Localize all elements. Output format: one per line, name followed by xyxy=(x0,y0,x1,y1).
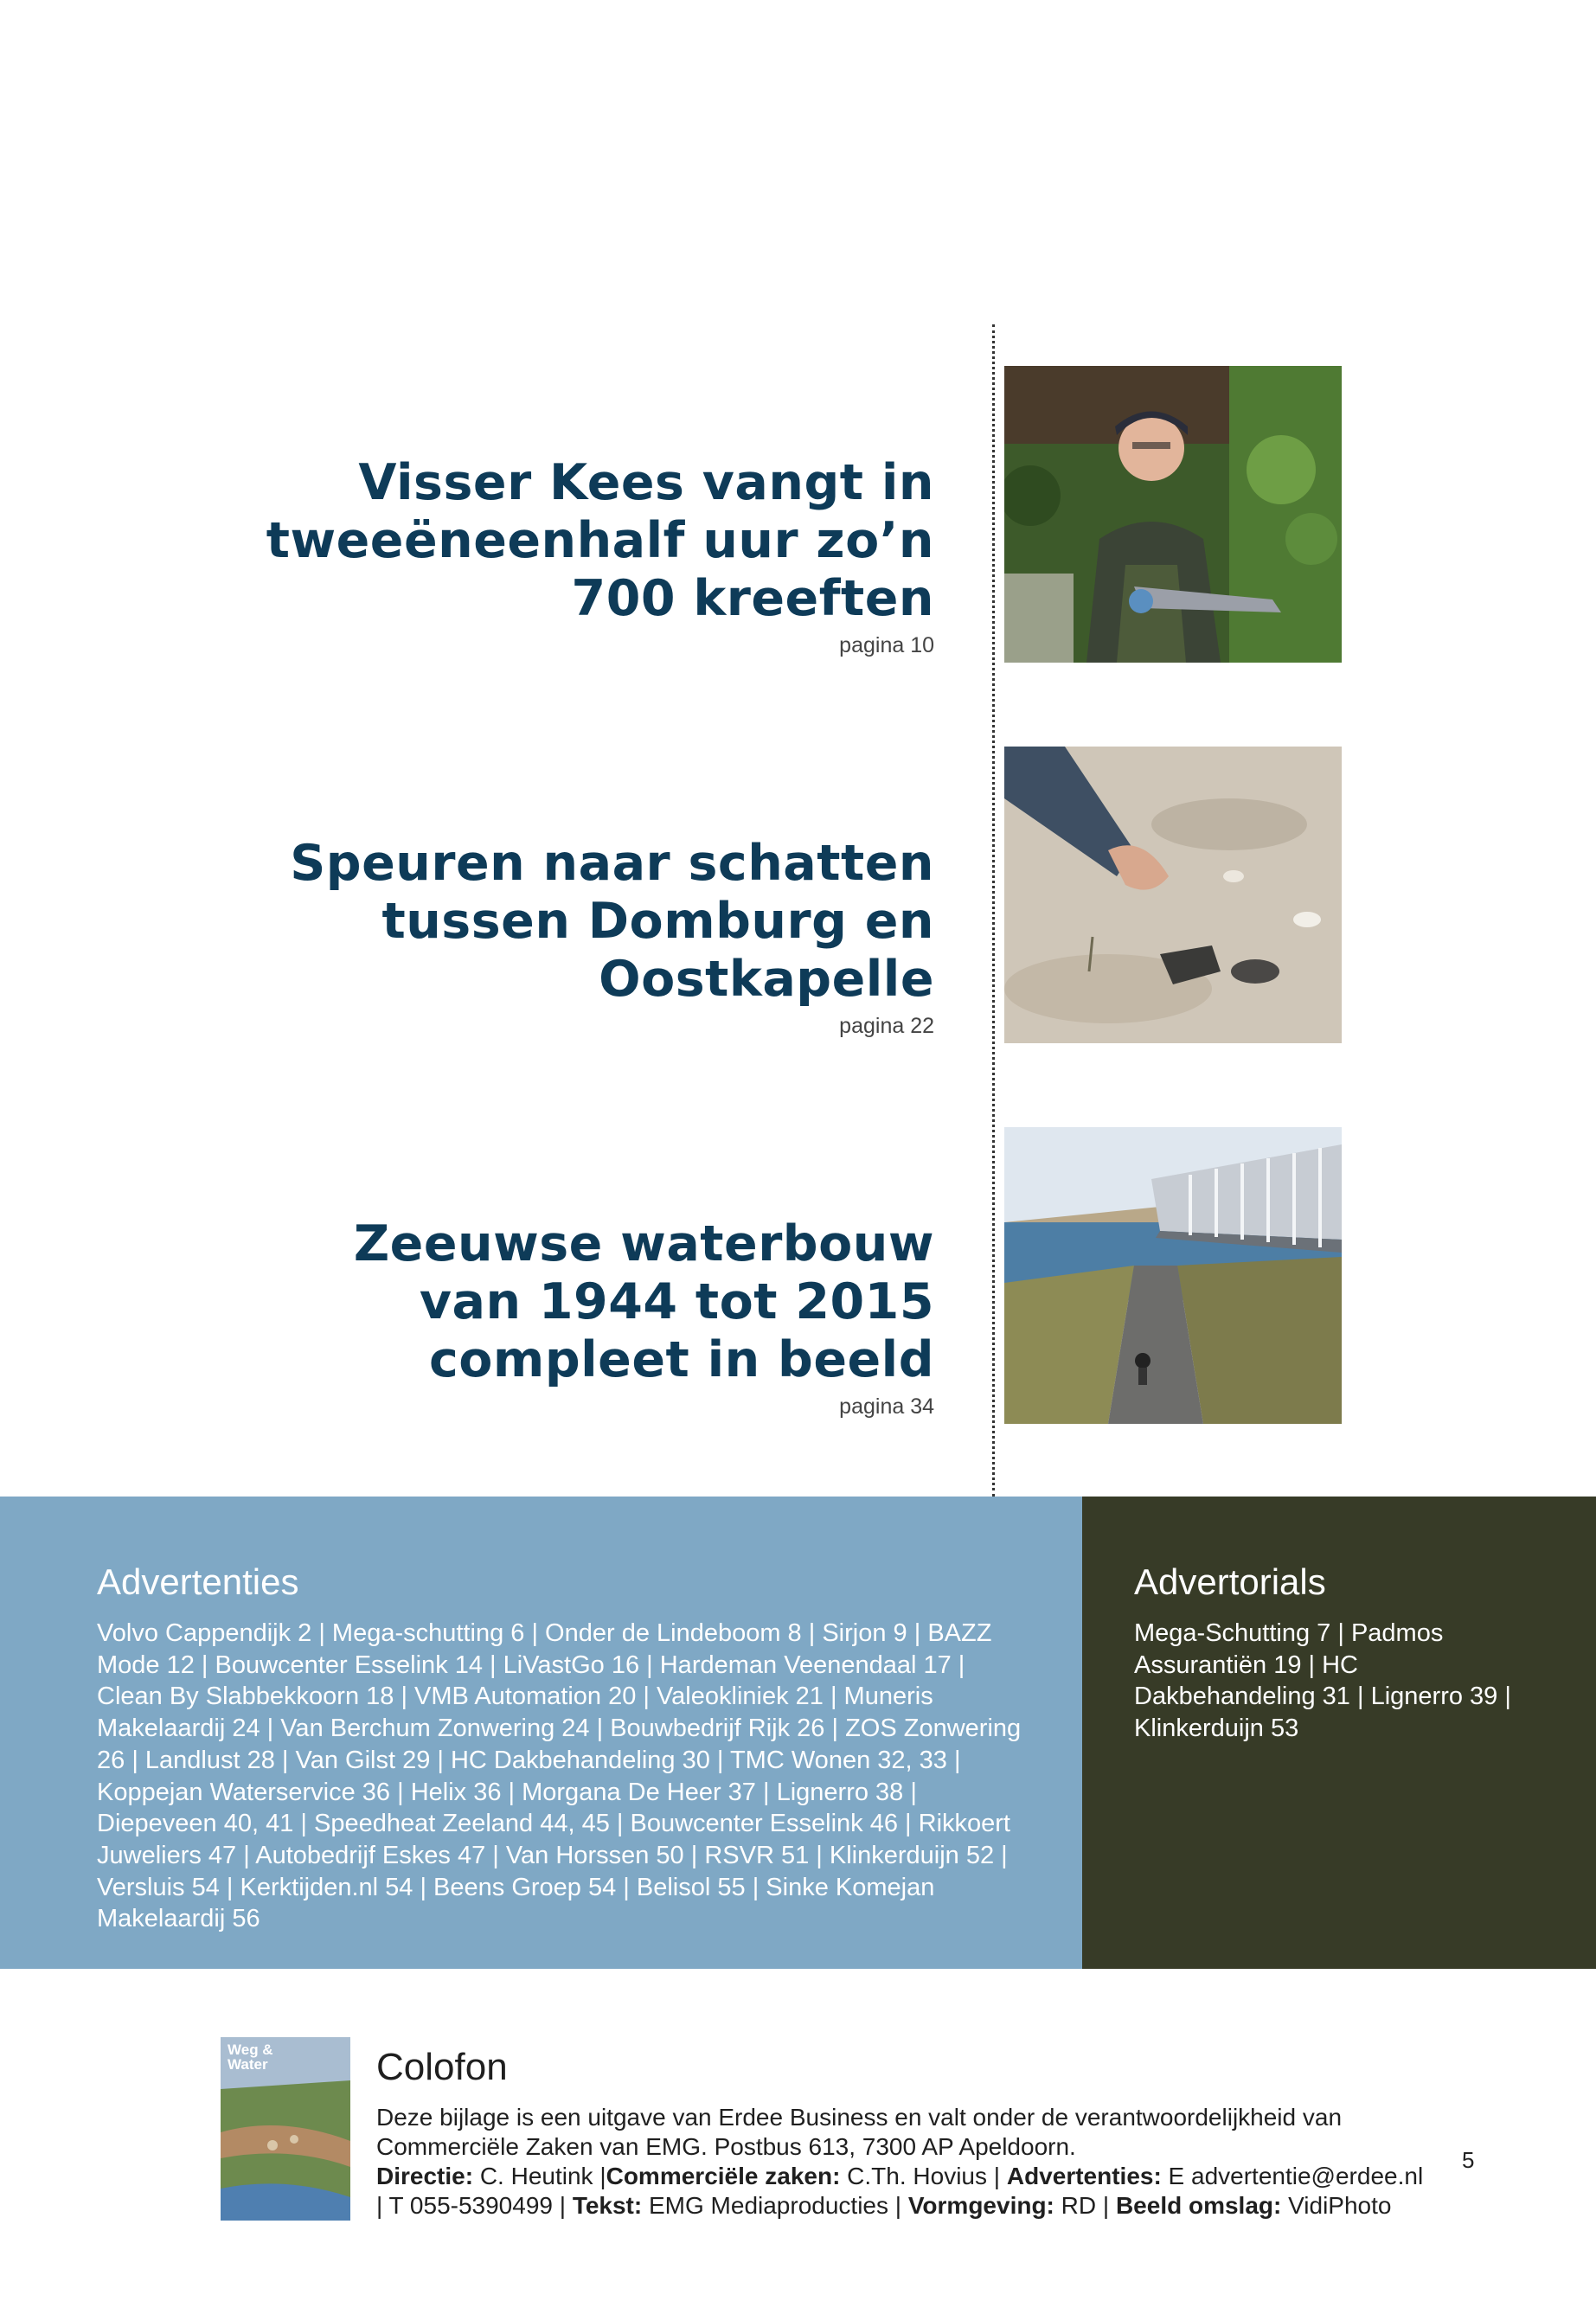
vormgeving-label: Vormgeving: xyxy=(907,2192,1054,2219)
directie-label: Directie: xyxy=(376,2163,474,2189)
title-line: compleet in beeld xyxy=(428,1331,934,1388)
commercieel-label: Commerciële zaken: xyxy=(606,2163,841,2189)
storm-surge-barrier-photo xyxy=(1004,1127,1342,1424)
commercieel-value: C.Th. Hovius | xyxy=(840,2163,1007,2189)
advertorials-heading: Advertorials xyxy=(1134,1561,1326,1602)
advertenties-list: Volvo Cappendijk 2 | Mega-schutting 6 | Onder de Lindeboom 8 | Sirjon 9 | BAZZ Mode 12 | Bouwcenter Esselink 14 | LiVastGo 16 | Hardeman Veenendaal 17 | Clean By Slabbekkoorn 18 | VMB Automation 20 | Valeokliniek 21 | Muneris Makelaardij 24 | Van Berchum Zonwering 24 | Bouwbedrijf Rijk 26 | ZOS Zonwering 26 | Landlust 28 | Van Gilst 29 | HC Dakbehandeling 30 | TMC Wonen 32, 33 | Koppejan Waterservice 36 | Helix 36 | Morgana De Heer 37 | Lignerro 38 | Diepeveen 40, 41 | Speedheat Zeeland 44, 45 | Bouwcenter Esselink 46 | Rikkoert Juweliers 47 | Autobedrijf Eskes 47 | Van Horssen 50 | RSVR 51 | Klinkerduijn 52 | Versluis 54 | Kerktijden.nl 54 | Beens Groep 54 | Belisol 55 | Sinke Komejan Makelaardij 56 xyxy=(97,1619,1022,1933)
title-line: tweeëneenhalf uur zo’n xyxy=(266,512,934,569)
cover-title: Weg & Water xyxy=(228,2041,273,2073)
beeld-value: VidiPhoto xyxy=(1281,2192,1392,2219)
tekst-value: EMG Mediaproducties | xyxy=(642,2192,908,2219)
article-kees[interactable] xyxy=(260,454,934,658)
title-line: Zeeuwse waterbouw xyxy=(353,1215,934,1272)
article-title[interactable] xyxy=(260,835,934,1009)
title-line: Speuren naar schatten xyxy=(290,835,934,892)
cover-thumbnail xyxy=(221,2037,350,2221)
fisherman-photo xyxy=(1004,366,1342,663)
advertenties-value: E advertentie@erdee.nl | T 055-5390499 | xyxy=(376,2163,1424,2219)
colofon-heading: Colofon xyxy=(376,2046,508,2088)
beeld-label: Beeld omslag: xyxy=(1115,2192,1282,2219)
vormgeving-value: RD | xyxy=(1054,2192,1116,2219)
colofon-intro: Deze bijlage is een uitgave van Erdee Business en valt onder de verantwoordelijkheid van Commerciële Zaken van EMG. Postbus 613, 7300 AP Apeldoorn. xyxy=(376,2104,1343,2160)
advertenties-label: Advertenties: xyxy=(1006,2163,1162,2189)
tekst-label: Tekst: xyxy=(572,2192,643,2219)
article-page-ref: pagina 34 xyxy=(839,1394,934,1419)
advertorials-list: Mega-Schutting 7 | Padmos Assurantiën 19 | HC Dakbehandeling 31 | Lignerro 39 | Klinkerduijn 53 xyxy=(1134,1619,1511,1743)
colofon-text xyxy=(376,2103,1436,2221)
title-line: Oostkapelle xyxy=(599,951,934,1008)
advertenties-section xyxy=(0,1497,1082,1969)
advertorials-section xyxy=(1082,1497,1596,1969)
article-waterbouw[interactable] xyxy=(260,1215,934,1420)
title-line: 700 kreeften xyxy=(571,570,934,627)
article-title[interactable] xyxy=(260,1215,934,1389)
page-number: 5 xyxy=(1462,2147,1475,2173)
title-line: van 1944 tot 2015 xyxy=(419,1273,934,1330)
directie-value: C. Heutink | xyxy=(473,2163,606,2189)
vertical-divider xyxy=(992,324,995,1497)
article-page-ref: pagina 22 xyxy=(839,1014,934,1038)
beach-search-photo xyxy=(1004,747,1342,1043)
article-title[interactable] xyxy=(260,454,934,628)
title-line: tussen Domburg en xyxy=(381,893,934,950)
advertenties-heading: Advertenties xyxy=(97,1561,299,1602)
article-schatten[interactable] xyxy=(260,835,934,1039)
title-line: Visser Kees vangt in xyxy=(358,454,934,511)
article-page-ref: pagina 10 xyxy=(839,633,934,657)
